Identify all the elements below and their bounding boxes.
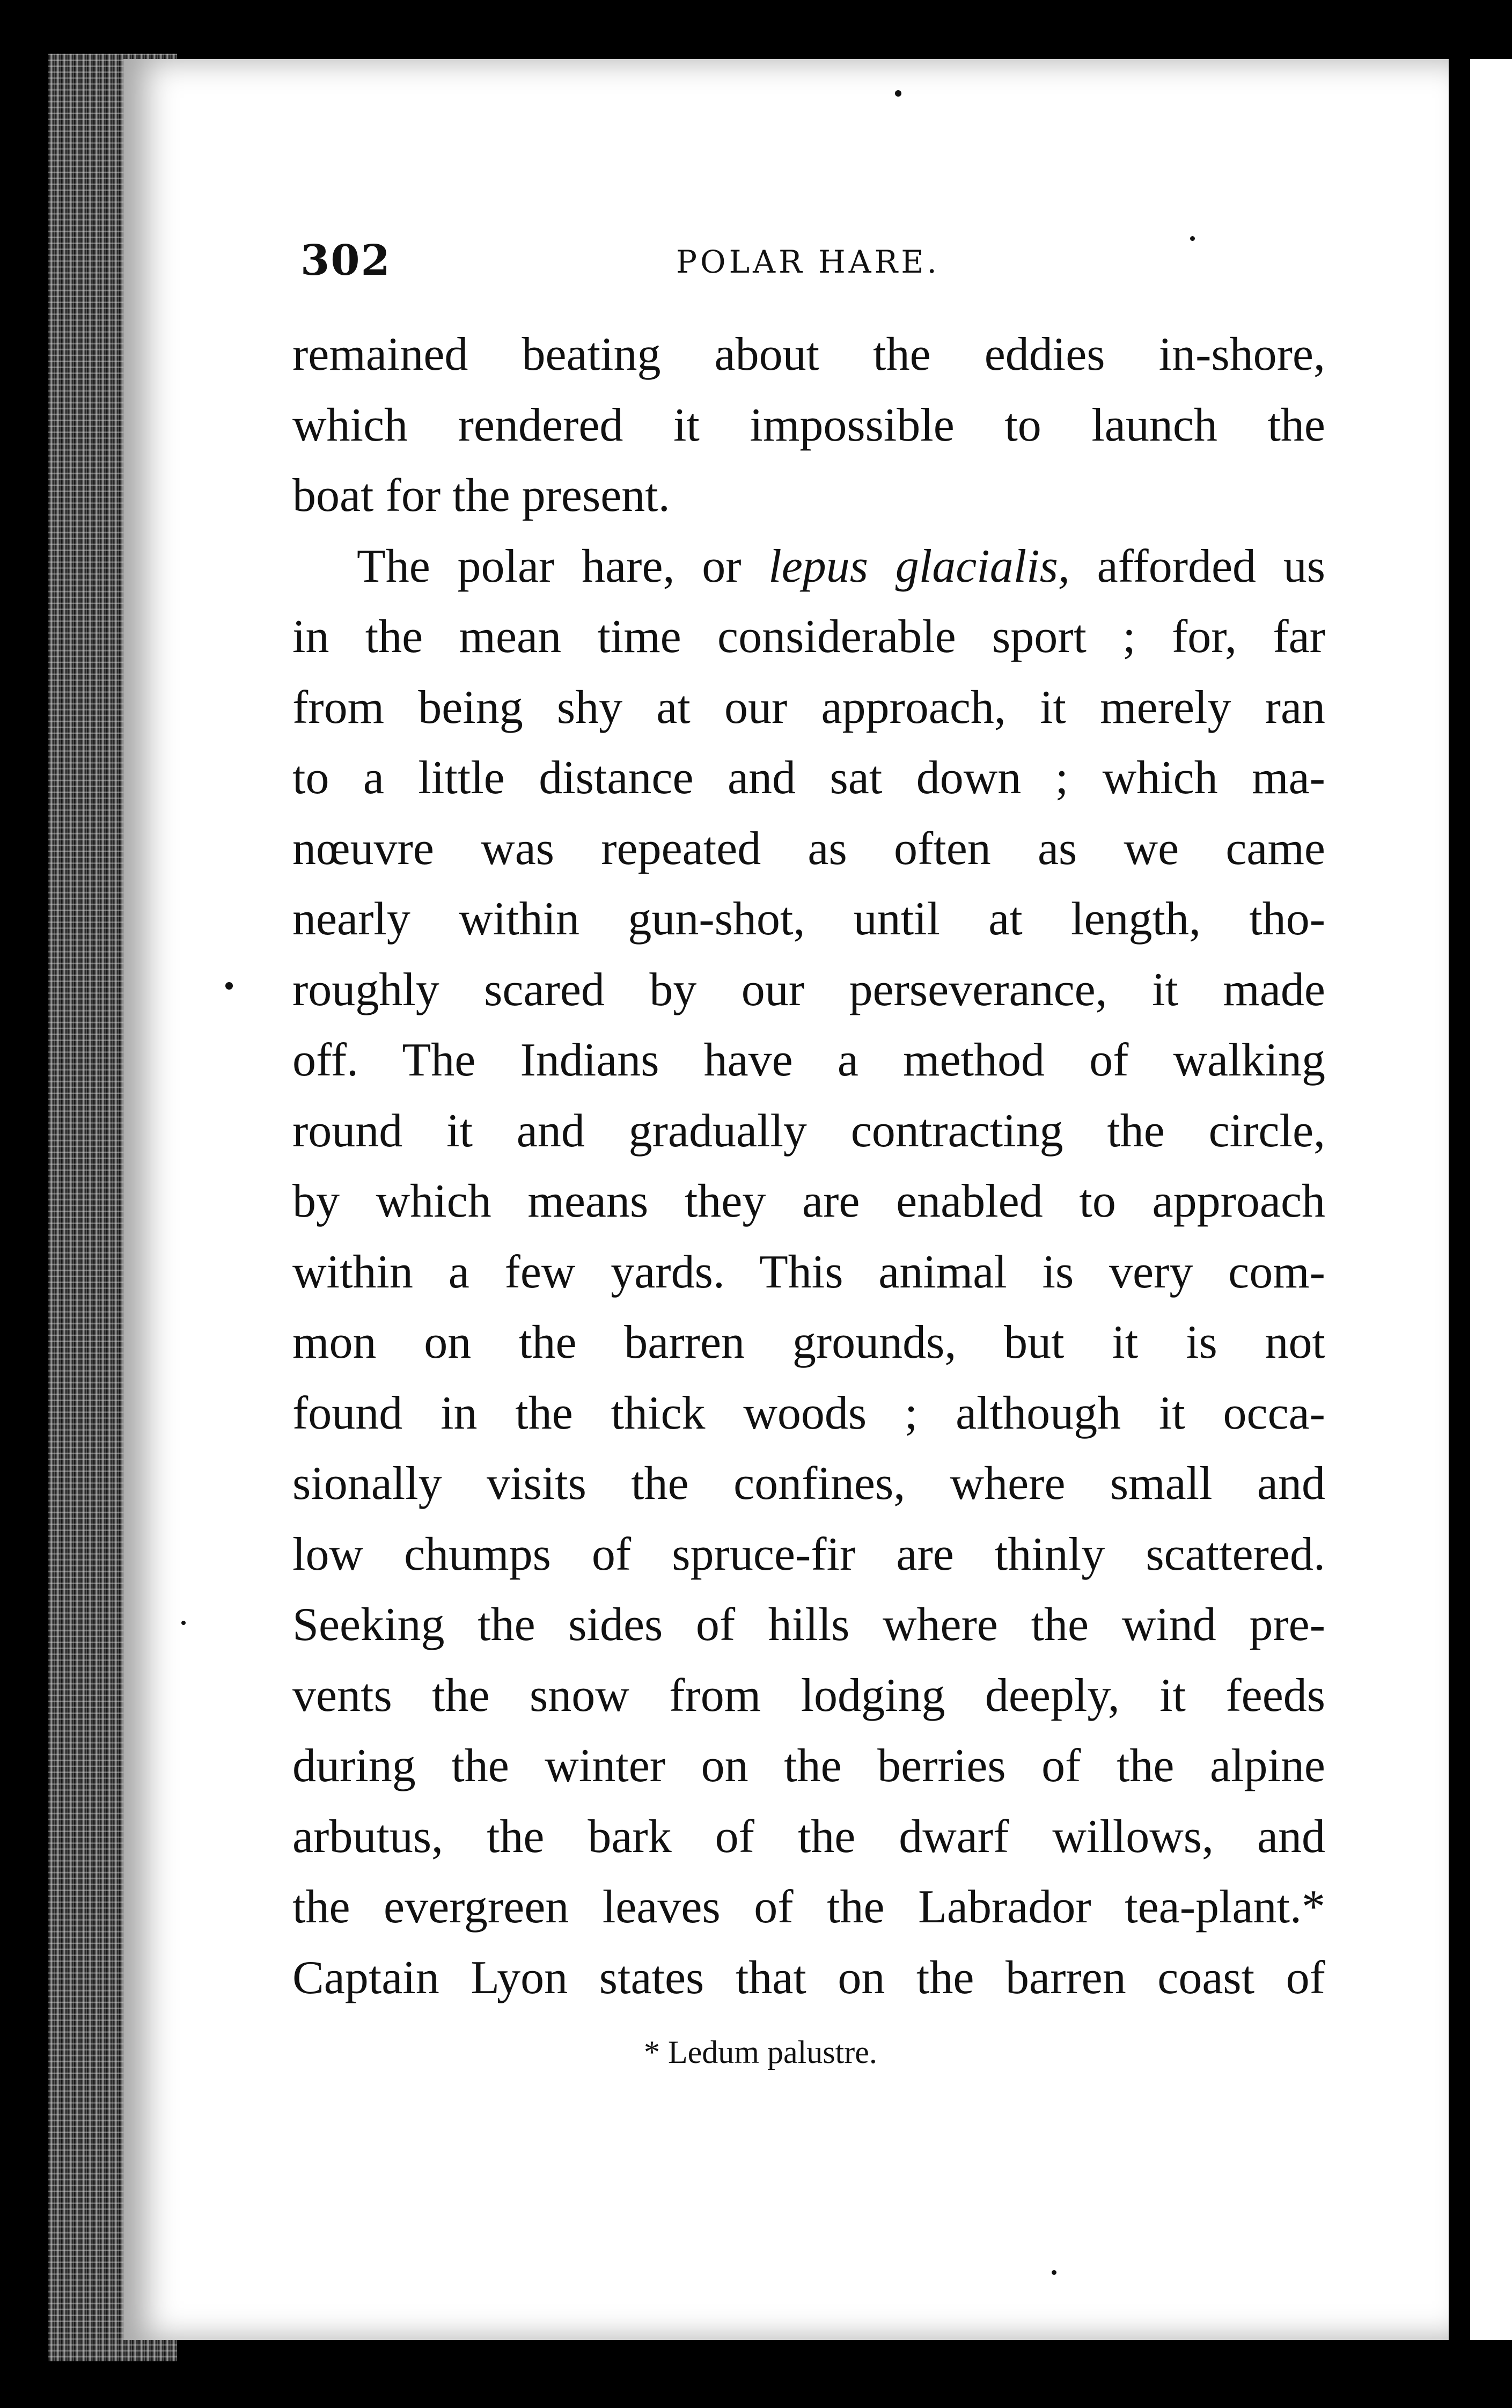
scan-speck [225,982,233,990]
text-line: within a few yards. This animal is very com- [292,1246,1325,1298]
footnote: * Ledum palustre. [644,2034,877,2070]
text-line: during the winter on the berries of the alpine [292,1740,1325,1792]
text-line: found in the thick woods ; although it occa- [292,1387,1325,1439]
text-line: in the mean time considerable sport ; for, far [292,611,1325,663]
text-line: arbutus, the bark of the dwarf willows, and [292,1810,1325,1863]
text-line: nœuvre was repeated as often as we came [292,822,1325,875]
text-line: off. The Indians have a method of walking [292,1034,1325,1086]
text-line: nearly within gun-shot, until at length, tho- [292,893,1325,945]
text-line: Captain Lyon states that on the barren coast of [292,1951,1325,2004]
text-line: the evergreen leaves of the Labrador tea-plant.* [292,1881,1325,1933]
scan-speck [895,90,901,97]
text-line: Seeking the sides of hills where the wind pre- [292,1599,1325,1651]
scan-speck [1190,236,1195,241]
page-number: 302 [300,236,391,285]
running-head [300,236,1331,290]
scan-speck [1052,2270,1056,2275]
text-line: which rendered it impossible to launch the [292,399,1325,451]
text-line: round it and gradually contracting the circle, [292,1104,1325,1157]
text-segment: The polar hare, or [357,540,742,592]
text-line: low chumps of spruce-fir are thinly scattered. [292,1528,1325,1580]
text-line: roughly scared by our perseverance, it made [292,963,1325,1016]
species-name: lepus glacialis, [768,540,1070,592]
text-line: mon on the barren grounds, but it is not [292,1316,1325,1368]
text-segment: afforded us [1097,540,1326,592]
text-line: to a little distance and sat down ; which ma- [292,752,1325,804]
text-line: vents the snow from lodging deeply, it feeds [292,1669,1325,1722]
text-line: by which means they are enabled to approach [292,1175,1325,1227]
running-title: POLAR HARE. [676,244,940,280]
text-line: remained beating about the eddies in-shore, [292,328,1325,380]
facing-page-edge [1449,59,1512,2340]
scan-speck [181,1621,186,1625]
body-text [292,319,1325,2013]
text-line: sionally visits the confines, where small and [292,1458,1325,1510]
text-line: boat for the present. [292,470,670,522]
paragraph-start-line [292,531,1325,602]
text-line: from being shy at our approach, it merely ran [292,681,1325,734]
